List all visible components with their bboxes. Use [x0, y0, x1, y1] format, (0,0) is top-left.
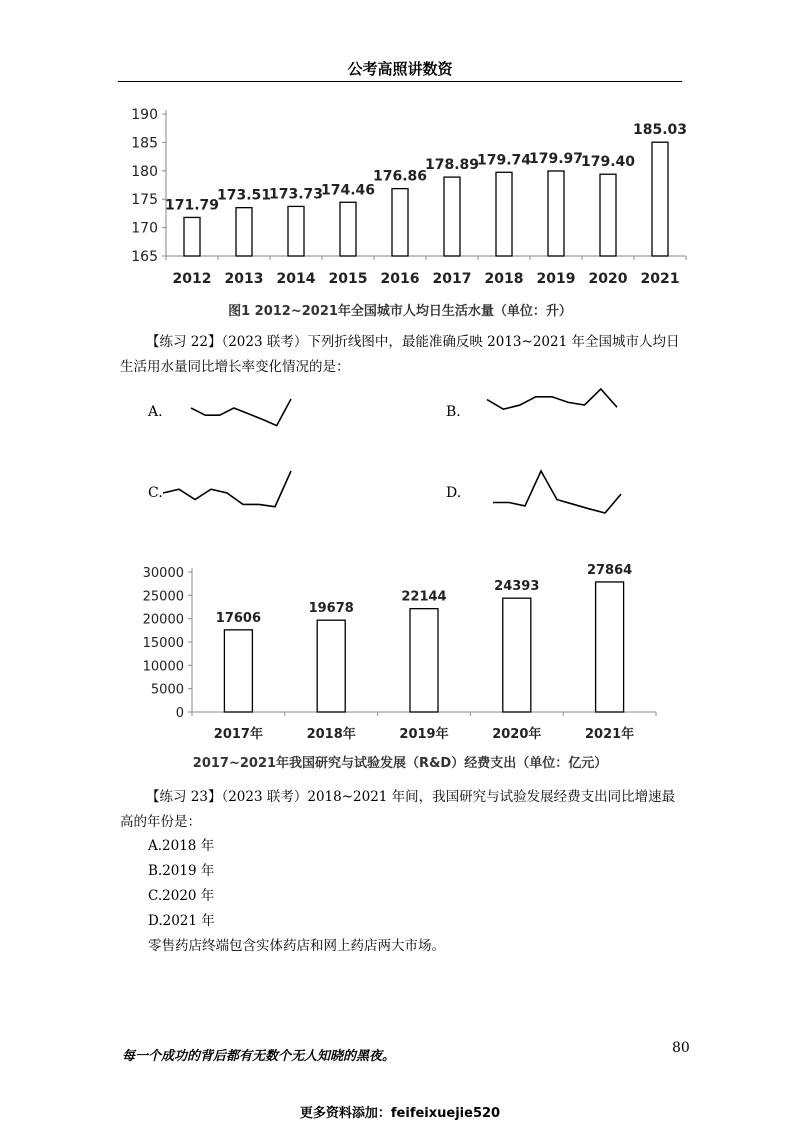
chart2-data-label: 17606 [215, 610, 262, 626]
chart1-bar [444, 177, 460, 256]
chart1-category-label: 2016 [380, 271, 420, 287]
footer-motto: 每一个成功的背后都有无数个无人知晓的黑夜。 [122, 1049, 396, 1064]
chart1-bar [496, 172, 512, 256]
chart1-category-label: 2017 [432, 271, 472, 287]
chart1-category-label: 2013 [224, 271, 264, 287]
chart1-bar [288, 206, 304, 256]
chart2-data-label: 27864 [586, 562, 633, 578]
q22-stem: 【练习 22】（2023 联考）下列折线图中，最能准确反映 2013~2021 年全国城市人均日生活用水量同比增长率变化情况的是： [120, 334, 680, 375]
q22-option-b-line[interactable] [484, 386, 620, 420]
chart2-caption: 2017~2021年我国研究与试验发展（R&D）经费支出（单位：亿元） [192, 756, 608, 771]
chart1-y-tick-label: 170 [131, 220, 158, 237]
q23-option-b[interactable]: B.2019 年 [148, 863, 215, 879]
chart1-category-label: 2014 [276, 271, 316, 287]
chart2-category-label: 2020年 [492, 727, 542, 742]
chart2-data-label: 22144 [401, 589, 447, 605]
chart1-y-tick-label: 190 [131, 107, 158, 123]
chart2-bar [224, 630, 252, 712]
q22-option-a-line[interactable] [188, 396, 294, 430]
chart1-caption: 图1 2012~2021年全国城市人均日生活水量（单位：升） [228, 304, 572, 319]
q23-option-a[interactable]: A.2018 年 [148, 838, 215, 854]
chart2-data-label: 19678 [308, 601, 354, 617]
page-number: 80 [672, 1040, 690, 1056]
header-divider [118, 81, 682, 82]
chart1-data-label: 171.79 [164, 197, 220, 214]
chart1-data-label: 179.74 [476, 152, 532, 169]
chart1-y-tick-label: 165 [131, 249, 158, 265]
chart2-y-tick-label: 15000 [142, 636, 184, 651]
q22-trend-line-a [191, 399, 291, 426]
chart2-category-label: 2021年 [585, 727, 635, 742]
chart2-y-tick-label: 10000 [142, 659, 184, 675]
chart1-category-label: 2021 [640, 271, 680, 287]
chart1-data-label: 176.86 [372, 168, 428, 185]
chart1-category-label: 2019 [536, 271, 576, 287]
chart1-data-label: 179.40 [580, 154, 636, 171]
chart1-category-label: 2015 [328, 271, 368, 287]
q23-option-d[interactable]: D.2021 年 [148, 913, 215, 929]
chart1-category-label: 2012 [172, 271, 212, 287]
chart2-data-label: 24393 [494, 579, 540, 595]
chart1-bar [392, 189, 408, 256]
chart2-y-tick-label: 5000 [150, 682, 184, 698]
chart2-y-tick-label: 25000 [142, 589, 184, 605]
water-usage-bar-chart [100, 95, 700, 295]
q22-option-a-label: A. [148, 404, 163, 420]
q22-trend-line-d [493, 471, 621, 513]
chart1-data-label: 173.73 [268, 186, 324, 203]
q23-stem: 【练习 23】（2023 联考）2018~2021 年间，我国研究与试验发展经费支出同比增速最高的年份是： [120, 789, 676, 830]
chart1-data-label: 178.89 [424, 157, 480, 174]
chart1-y-tick-label: 180 [131, 163, 158, 180]
chart1-data-label: 185.03 [632, 122, 688, 139]
chart2-y-tick-label: 0 [175, 706, 184, 721]
q22-option-c-label: C. [148, 485, 163, 501]
chart2-y-tick-label: 30000 [142, 566, 184, 581]
chart1-y-tick-label: 185 [131, 135, 158, 152]
page-header-title: 公考高照讲数资 [347, 60, 453, 78]
chart1-data-label: 179.97 [528, 150, 584, 167]
chart2-y-tick-label: 20000 [142, 612, 184, 628]
chart2-category-label: 2019年 [399, 727, 449, 742]
q22-option-d-line[interactable] [490, 468, 624, 516]
chart1-bar [184, 217, 200, 256]
q22-option-c-line[interactable] [160, 468, 294, 512]
q23-option-c[interactable]: C.2020 年 [148, 888, 215, 904]
chart2-bar [596, 582, 624, 712]
q22-option-b-label: B. [446, 404, 461, 420]
footer-contact: 更多资料添加：feifeixuejie520 [299, 1106, 501, 1121]
chart1-data-label: 174.46 [320, 182, 376, 199]
chart2-category-label: 2018年 [306, 727, 356, 742]
q22-trend-line-b [487, 389, 617, 409]
retail-pharmacy-note: 零售药店终端包含实体药店和网上药店两大市场。 [148, 938, 445, 954]
chart2-bar [317, 620, 345, 712]
chart1-bar [652, 142, 668, 256]
chart1-bar [548, 171, 564, 256]
chart1-y-tick-label: 175 [131, 192, 158, 209]
chart2-bar [503, 598, 531, 712]
chart1-bar [236, 208, 252, 256]
chart1-category-label: 2020 [588, 271, 628, 287]
chart1-data-label: 173.51 [216, 187, 272, 204]
chart1-bar [600, 174, 616, 256]
q22-trend-line-c [163, 471, 291, 507]
q22-option-d-label: D. [446, 485, 462, 501]
chart1-category-label: 2018 [484, 271, 524, 287]
chart2-bar [410, 609, 438, 712]
chart2-category-label: 2017年 [213, 727, 263, 742]
chart1-bar [340, 202, 356, 256]
rd-expenditure-bar-chart [130, 558, 680, 748]
